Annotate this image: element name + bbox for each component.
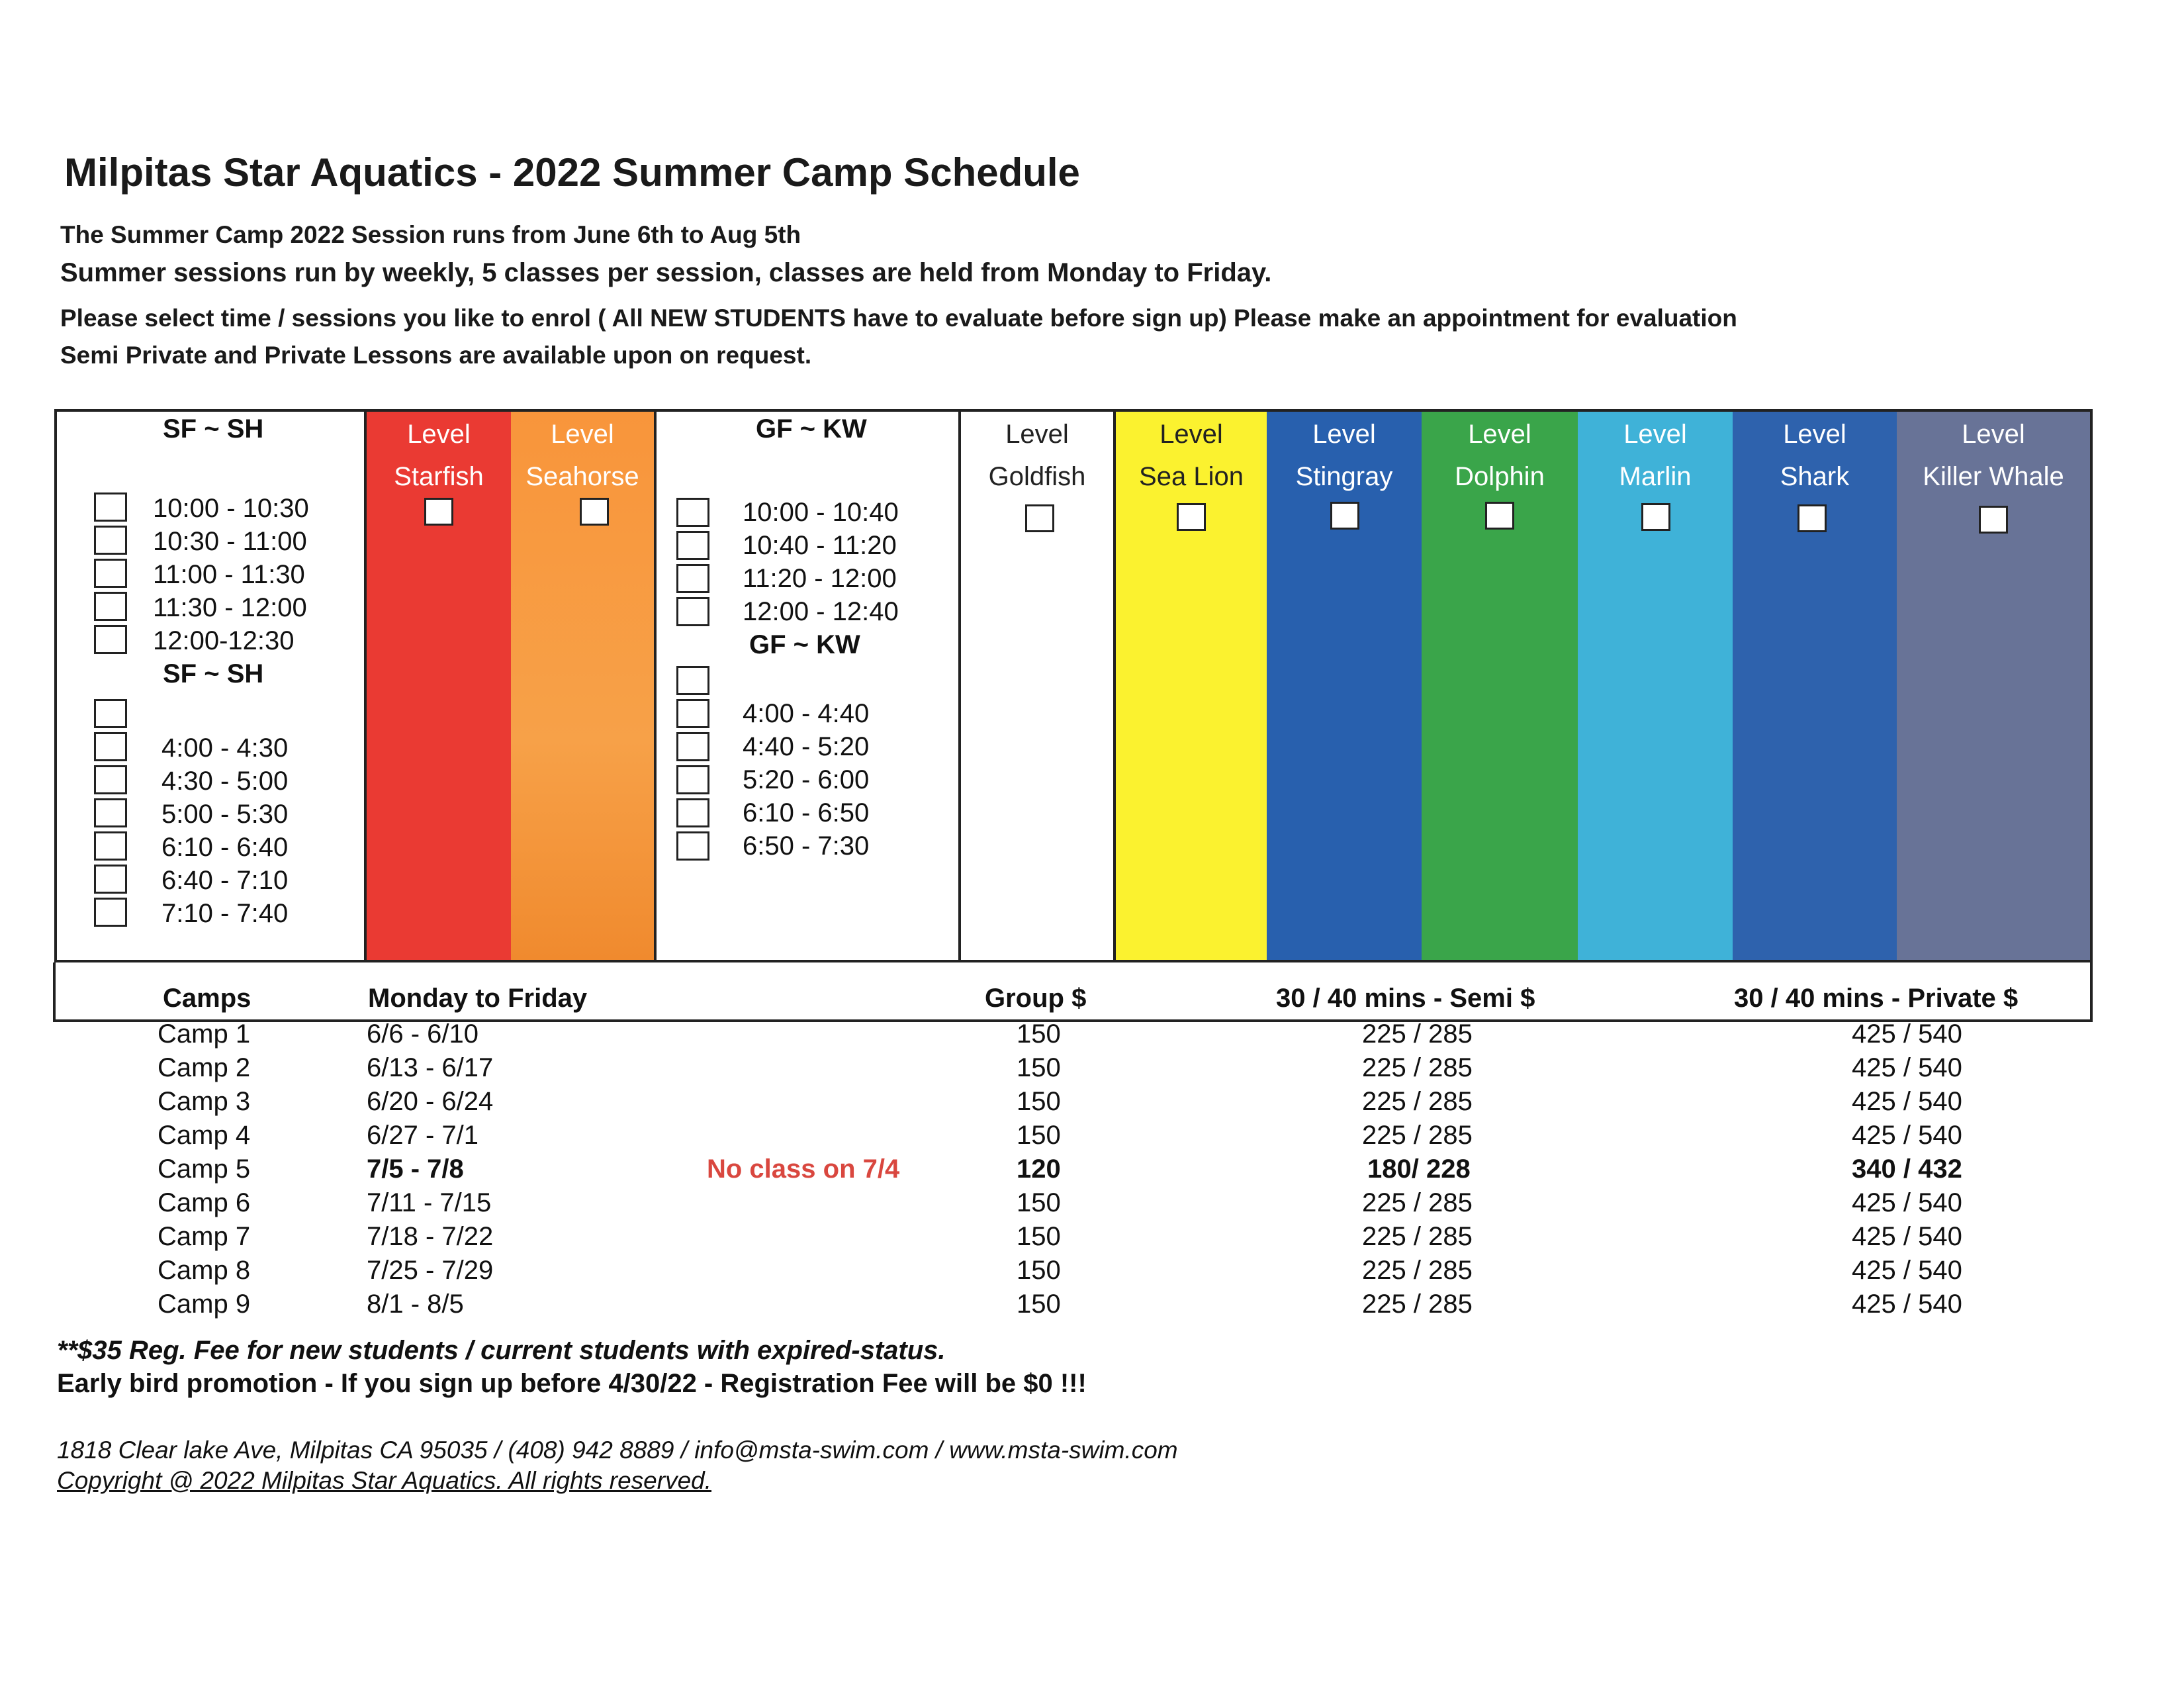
level-marlin-column: [1578, 412, 1733, 960]
gfkw-evening-heading: GF ~ KW: [749, 630, 860, 659]
level-marlin-checkbox[interactable]: [1641, 503, 1670, 531]
header-group: Group $: [985, 984, 1087, 1013]
sfsh-slot-checkbox[interactable]: [94, 699, 127, 728]
level-killer-whale-column: [1897, 412, 2090, 960]
sfsh-heading: SF ~ SH: [163, 414, 264, 444]
schedule-grid: [54, 409, 2093, 962]
level-word: Level: [407, 420, 471, 449]
table-row: [0, 1087, 2184, 1120]
gfkw-slot-checkbox[interactable]: [676, 564, 709, 593]
group-price: 150: [1017, 1256, 1061, 1285]
table-row: [0, 1256, 2184, 1289]
gfkw-slot-label: 10:00 - 10:40: [743, 498, 899, 527]
level-name: Goldfish: [988, 462, 1086, 491]
gfkw-slot-label: 4:40 - 5:20: [743, 732, 870, 761]
level-label: [1733, 413, 1897, 498]
gfkw-slot-checkbox[interactable]: [676, 531, 709, 560]
level-dolphin-column: [1422, 412, 1578, 960]
gfkw-slot-checkbox[interactable]: [676, 597, 709, 626]
level-label: [1116, 413, 1267, 498]
semi-price: 225 / 285: [1362, 1222, 1473, 1251]
camp-dates: 7/5 - 7/8: [367, 1154, 464, 1184]
level-shark-column: [1733, 412, 1897, 960]
sfsh-slot-checkbox[interactable]: [94, 492, 127, 522]
sfsh-slot-label: 10:30 - 11:00: [153, 527, 307, 556]
private-price: 340 / 432: [1852, 1154, 1962, 1184]
gfkw-slot-label: 6:10 - 6:50: [743, 798, 870, 827]
camp-name: Camp 2: [158, 1053, 251, 1082]
gfkw-slot-checkbox[interactable]: [676, 831, 709, 861]
camp-dates: 6/20 - 6/24: [367, 1087, 494, 1116]
sfsh-slot-checkbox[interactable]: [94, 831, 127, 861]
gfkw-slot-checkbox[interactable]: [676, 699, 709, 728]
sfsh-slot-checkbox[interactable]: [94, 559, 127, 588]
level-starfish-column: [367, 412, 511, 960]
level-name: Marlin: [1619, 462, 1692, 491]
group-price: 150: [1017, 1188, 1061, 1217]
camp-name: Camp 4: [158, 1121, 251, 1150]
semi-price: 225 / 285: [1362, 1188, 1473, 1217]
camp-name: Camp 5: [158, 1154, 251, 1184]
private-price: 425 / 540: [1852, 1019, 1962, 1049]
reg-fee-note: **$35 Reg. Fee for new students / current students with expired-status.: [57, 1336, 946, 1365]
group-price: 150: [1017, 1121, 1061, 1150]
level-shark-checkbox[interactable]: [1797, 504, 1827, 532]
gfkw-slot-checkbox[interactable]: [676, 765, 709, 794]
level-name: Shark: [1780, 462, 1850, 491]
level-name: Killer Whale: [1923, 462, 2064, 491]
level-name: Stingray: [1295, 462, 1393, 491]
private-price: 425 / 540: [1852, 1289, 1962, 1319]
sfsh-slot-label: 6:10 - 6:40: [161, 833, 289, 862]
gfkw-slot-label: 5:20 - 6:00: [743, 765, 870, 794]
intro-line-weekly: Summer sessions run by weekly, 5 classes per session, classes are held from Monday to Friday.: [60, 258, 1272, 287]
level-name: Starfish: [394, 462, 484, 491]
header-private: 30 / 40 mins - Private $: [1734, 984, 2019, 1013]
level-word: Level: [1783, 420, 1846, 449]
camp-dates: 7/11 - 7/15: [367, 1188, 492, 1217]
gfkw-slot-label: 4:00 - 4:40: [743, 699, 870, 728]
gfkw-slot-label: 12:00 - 12:40: [743, 597, 899, 626]
sfsh-slot-checkbox[interactable]: [94, 898, 127, 927]
level-goldfish-checkbox[interactable]: [1025, 504, 1054, 532]
level-name: Sea Lion: [1139, 462, 1244, 491]
gfkw-column: [657, 412, 958, 960]
level-stingray-checkbox[interactable]: [1330, 502, 1359, 530]
sfsh-evening-heading: SF ~ SH: [163, 659, 264, 688]
semi-price: 225 / 285: [1362, 1256, 1473, 1285]
group-price: 150: [1017, 1087, 1061, 1116]
group-price: 150: [1017, 1222, 1061, 1251]
level-sea-lion-column: [1116, 412, 1267, 960]
level-killer-whale-checkbox[interactable]: [1979, 506, 2008, 534]
semi-price: 180/ 228: [1367, 1154, 1471, 1184]
gfkw-heading: GF ~ KW: [756, 414, 867, 444]
table-row: [0, 1019, 2184, 1053]
sfsh-slot-label: 10:00 - 10:30: [153, 494, 309, 523]
sfsh-slot-label: 11:00 - 11:30: [153, 560, 305, 589]
early-bird-note: Early bird promotion - If you sign up before 4/30/22 - Registration Fee will be $0 !!!: [57, 1369, 1087, 1398]
camp-name: Camp 3: [158, 1087, 251, 1116]
camp-dates: 6/13 - 6/17: [367, 1053, 494, 1082]
level-seahorse-column: [511, 412, 654, 960]
contact-info: 1818 Clear lake Ave, Milpitas CA 95035 / (408) 942 8889 / info@msta-swim.com / www.msta-swim.com: [57, 1436, 1178, 1464]
camp-name: Camp 9: [158, 1289, 251, 1319]
level-label: [961, 413, 1113, 498]
sfsh-slot-label: 7:10 - 7:40: [161, 899, 289, 928]
camp-name: Camp 8: [158, 1256, 251, 1285]
camp-name: Camp 1: [158, 1019, 251, 1049]
gfkw-slot-checkbox[interactable]: [676, 666, 709, 695]
camp-name: Camp 7: [158, 1222, 251, 1251]
group-price: 150: [1017, 1019, 1061, 1049]
camp-dates: 7/18 - 7/22: [367, 1222, 494, 1251]
gfkw-slot-label: 10:40 - 11:20: [743, 531, 897, 560]
group-price: 150: [1017, 1289, 1061, 1319]
intro-line-private: Semi Private and Private Lessons are available upon on request.: [60, 342, 812, 369]
level-word: Level: [551, 420, 614, 449]
level-word: Level: [1312, 420, 1376, 449]
level-word: Level: [1962, 420, 2025, 449]
sfsh-slot-label: 12:00-12:30: [153, 626, 295, 655]
level-word: Level: [1623, 420, 1687, 449]
level-name: Dolphin: [1455, 462, 1545, 491]
table-row: [0, 1188, 2184, 1221]
level-word: Level: [1160, 420, 1223, 449]
semi-price: 225 / 285: [1362, 1121, 1473, 1150]
camp-dates: 6/6 - 6/10: [367, 1019, 479, 1049]
sfsh-slot-label: 6:40 - 7:10: [161, 866, 289, 895]
private-price: 425 / 540: [1852, 1053, 1962, 1082]
gfkw-slot-label: 11:20 - 12:00: [743, 564, 897, 593]
copyright: Copyright @ 2022 Milpitas Star Aquatics. All rights reserved.: [57, 1467, 712, 1494]
level-word: Level: [1005, 420, 1069, 449]
private-price: 425 / 540: [1852, 1087, 1962, 1116]
level-sea-lion-checkbox[interactable]: [1177, 503, 1206, 531]
level-label: [1267, 413, 1422, 498]
sfsh-slot-label: 4:00 - 4:30: [161, 733, 289, 763]
level-word: Level: [1468, 420, 1531, 449]
intro-line-enrol: Please select time / sessions you like to enrol ( All NEW STUDENTS have to evaluate before sign up) Please make an appointment for evaluation: [60, 305, 1737, 332]
level-label: [1897, 413, 2090, 498]
sfsh-slot-label: 11:30 - 12:00: [153, 593, 307, 622]
intro-line-session-dates: The Summer Camp 2022 Session runs from June 6th to Aug 5th: [60, 221, 801, 248]
header-dates: Monday to Friday: [368, 984, 588, 1013]
sfsh-slot-checkbox[interactable]: [94, 526, 127, 555]
private-price: 425 / 540: [1852, 1121, 1962, 1150]
camp-dates: 7/25 - 7/29: [367, 1256, 494, 1285]
semi-price: 225 / 285: [1362, 1053, 1473, 1082]
level-starfish-checkbox[interactable]: [424, 498, 453, 526]
level-seahorse-checkbox[interactable]: [580, 498, 609, 526]
group-price: 150: [1017, 1053, 1061, 1082]
header-semi: 30 / 40 mins - Semi $: [1276, 984, 1535, 1013]
camp-dates: 6/27 - 7/1: [367, 1121, 479, 1150]
sfsh-slot-checkbox[interactable]: [94, 798, 127, 827]
gfkw-slot-label: 6:50 - 7:30: [743, 831, 870, 861]
level-goldfish-column: [961, 412, 1113, 960]
sfsh-slot-checkbox[interactable]: [94, 765, 127, 794]
table-row: [0, 1053, 2184, 1086]
table-row: [0, 1289, 2184, 1323]
level-label: [1578, 413, 1733, 498]
level-dolphin-checkbox[interactable]: [1485, 502, 1514, 530]
sfsh-slot-label: 5:00 - 5:30: [161, 800, 289, 829]
private-price: 425 / 540: [1852, 1256, 1962, 1285]
level-label: [511, 413, 654, 498]
private-price: 425 / 540: [1852, 1188, 1962, 1217]
sfsh-slot-checkbox[interactable]: [94, 732, 127, 761]
page-title: Milpitas Star Aquatics - 2022 Summer Camp Schedule: [64, 150, 1080, 195]
no-class-note: No class on 7/4: [707, 1154, 900, 1184]
level-label: [1422, 413, 1578, 498]
sfsh-slot-checkbox[interactable]: [94, 625, 127, 654]
table-row: [0, 1222, 2184, 1255]
gfkw-slot-checkbox[interactable]: [676, 798, 709, 827]
sfsh-slot-checkbox[interactable]: [94, 865, 127, 894]
sfsh-column: [57, 412, 364, 960]
header-camps: Camps: [163, 984, 251, 1013]
group-price: 120: [1017, 1154, 1061, 1184]
table-row: [0, 1154, 2184, 1188]
level-name: Seahorse: [525, 462, 639, 491]
private-price: 425 / 540: [1852, 1222, 1962, 1251]
sfsh-slot-checkbox[interactable]: [94, 592, 127, 621]
semi-price: 225 / 285: [1362, 1019, 1473, 1049]
camp-dates: 8/1 - 8/5: [367, 1289, 464, 1319]
level-stingray-column: [1267, 412, 1422, 960]
semi-price: 225 / 285: [1362, 1289, 1473, 1319]
camp-name: Camp 6: [158, 1188, 251, 1217]
gfkw-slot-checkbox[interactable]: [676, 732, 709, 761]
sfsh-slot-label: 4:30 - 5:00: [161, 767, 289, 796]
table-row: [0, 1121, 2184, 1154]
semi-price: 225 / 285: [1362, 1087, 1473, 1116]
level-label: [367, 413, 511, 498]
gfkw-slot-checkbox[interactable]: [676, 498, 709, 527]
